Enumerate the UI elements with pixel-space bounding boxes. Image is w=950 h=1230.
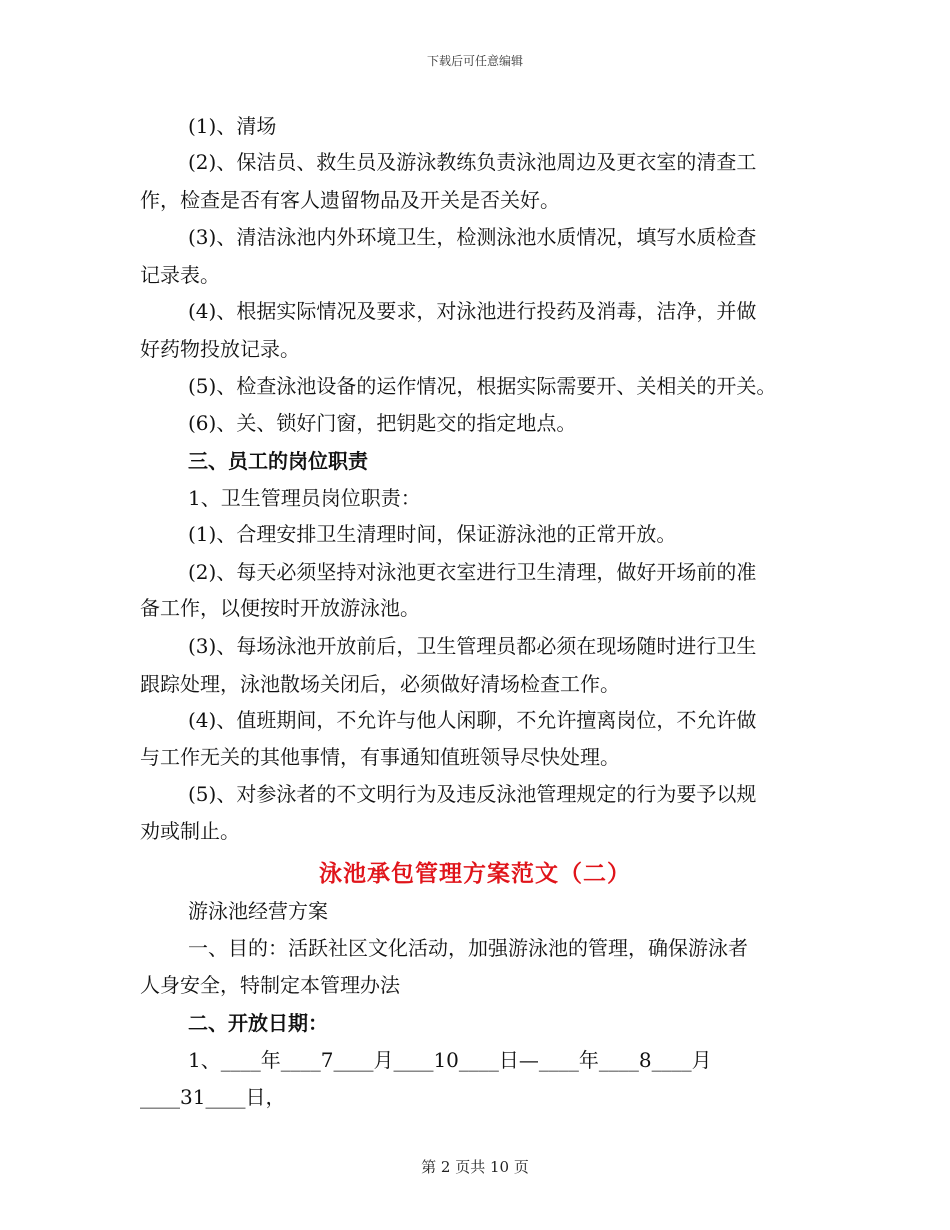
paragraph-line: 1、____年____7____月____10____日—____年____8____月 (188, 1048, 712, 1072)
paragraph-line: (1)、合理安排卫生清理时间，保证游泳池的正常开放。 (188, 522, 677, 546)
section-heading: 二、开放日期： (188, 1011, 328, 1035)
paragraph-line: 游泳池经营方案 (188, 899, 328, 923)
paragraph-line: (4)、值班期间，不允许与他人闲聊，不允许擅离岗位，不允许做 (188, 708, 757, 732)
paragraph-line: 1、卫生管理员岗位职责： (188, 486, 421, 510)
paragraph-line: 记录表。 (140, 263, 220, 287)
paragraph-line: (6)、关、锁好门窗，把钥匙交的指定地点。 (188, 411, 577, 435)
section-heading: 三、员工的岗位职责 (188, 449, 368, 473)
page-header: 下载后可任意编辑 (426, 54, 523, 68)
paragraph-line: (5)、检查泳池设备的运作情况，根据实际需要开、关相关的开关。 (188, 374, 777, 398)
paragraph-line: 一、目的：活跃社区文化活动，加强游泳池的管理，确保游泳者 (188, 936, 748, 960)
paragraph-line: (1)、清场 (188, 114, 277, 138)
paragraph-line: (3)、每场泳池开放前后，卫生管理员都必须在现场随时进行卫生 (188, 634, 757, 658)
paragraph-line: (4)、根据实际情况及要求，对泳池进行投药及消毒，洁净，并做 (188, 299, 757, 323)
paragraph-line: 劝或制止。 (140, 819, 240, 843)
document-title: 泳池承包管理方案范文（二） (319, 860, 631, 887)
paragraph-line: 备工作，以便按时开放游泳池。 (140, 596, 420, 620)
paragraph-line: 跟踪处理，泳池散场关闭后，必须做好清场检查工作。 (140, 672, 620, 696)
paragraph-line: (2)、保洁员、救生员及游泳教练负责泳池周边及更衣室的清查工 (188, 150, 757, 174)
paragraph-line: (3)、清洁泳池内外环境卫生，检测泳池水质情况，填写水质检查 (188, 225, 757, 249)
paragraph-line: (5)、对参泳者的不文明行为及违反泳池管理规定的行为要予以规 (188, 782, 757, 806)
paragraph-line: 人身安全，特制定本管理办法 (140, 973, 400, 997)
paragraph-line: 好药物投放记录。 (140, 337, 300, 361)
paragraph-line: (2)、每天必须坚持对泳池更衣室进行卫生清理，做好开场前的准 (188, 560, 757, 584)
paragraph-line: ____31____日， (140, 1085, 286, 1109)
paragraph-line: 作，检查是否有客人遗留物品及开关是否关好。 (140, 188, 560, 212)
paragraph-line: 与工作无关的其他事情，有事通知值班领导尽快处理。 (140, 745, 620, 769)
page-footer: 第 2 页共 10 页 (421, 1158, 529, 1176)
